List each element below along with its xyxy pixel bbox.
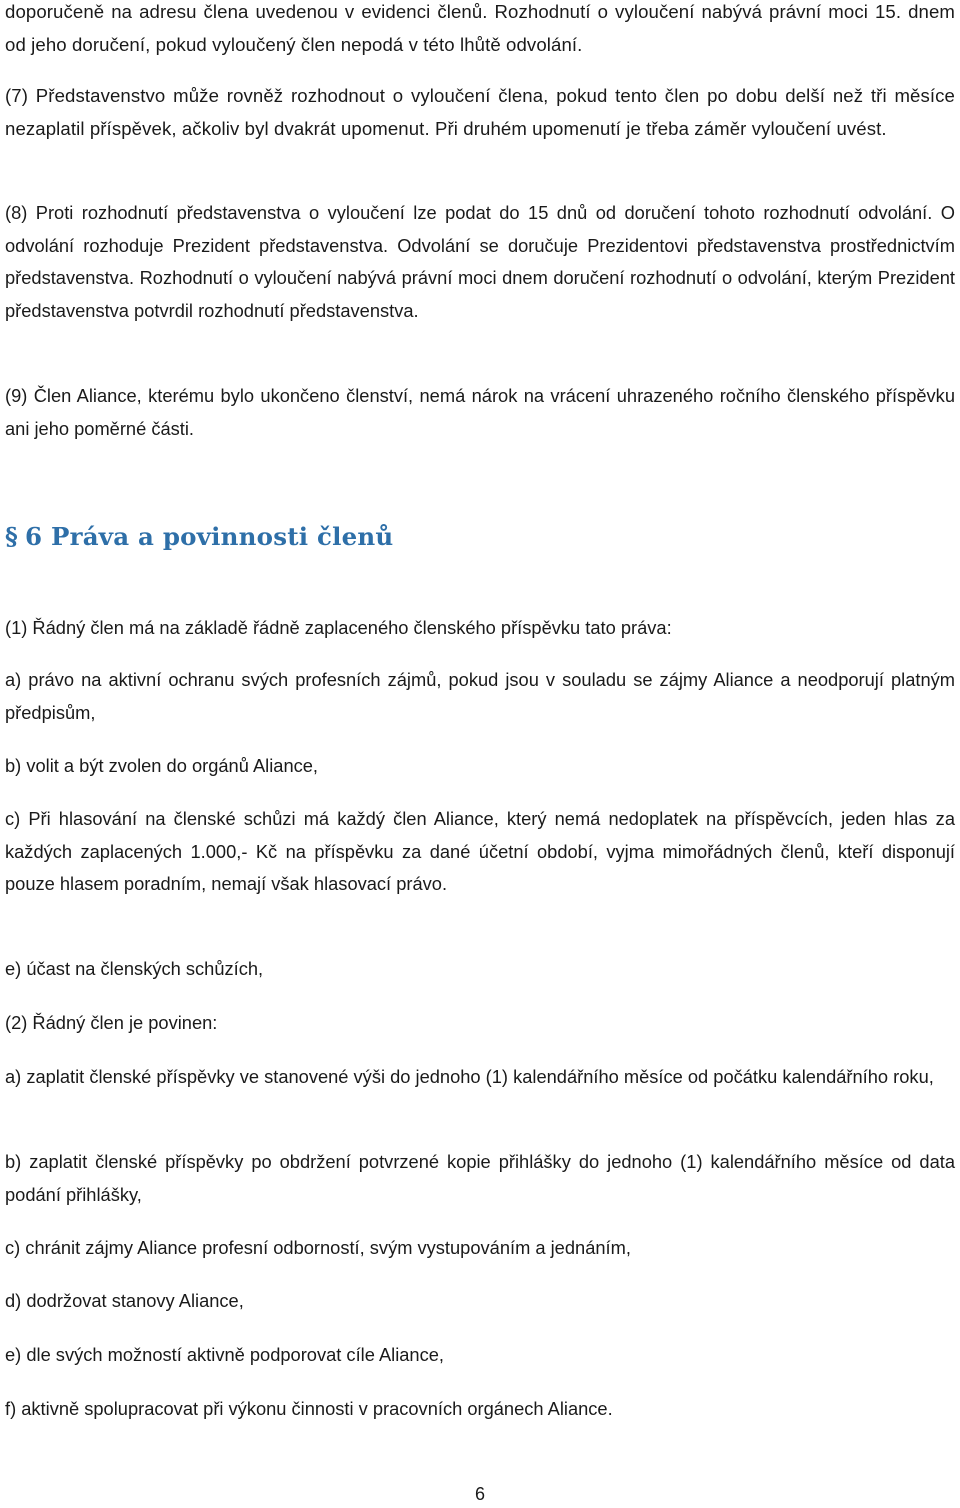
duty-b: b) zaplatit členské příspěvky po obdržení potvrzené kopie přihlášky do jednoho (1) kalendářního měsíce od data podání přihlášky,	[5, 1151, 955, 1205]
duties-intro: (2) Řádný člen je povinen:	[5, 1012, 218, 1033]
paragraph-7: (7) Představenstvo může rovněž rozhodnout o vyloučení člena, pokud tento člen po dobu delší než tři měsíce nezaplatil příspěvek, ačkoliv byl dvakrát upomenut. Při druhém upomenutí je třeba záměr vyloučení uvést.	[5, 85, 955, 139]
right-e: e) účast na členských schůzích,	[5, 958, 264, 979]
section-heading	[5, 522, 393, 551]
paragraph-8: (8) Proti rozhodnutí představenstva o vyloučení lze podat do 15 dnů od doručení tohoto rozhodnutí odvolání. O odvolání rozhoduje Prezident představenstva. Odvolání se doručuje Prezidentovi představenstva prostřednictvím představenstva. Rozhodnutí o vyloučení nabývá právní moci dnem doručení rozhodnutí o odvolání, kterým Prezident představenstva potvrdil rozhodnutí představenstva.	[5, 202, 955, 321]
duty-e: e) dle svých možností aktivně podporovat cíle Aliance,	[5, 1344, 444, 1365]
section-symbol: §	[5, 522, 19, 551]
section-title: 6 Práva a povinnosti členů	[25, 522, 394, 551]
duty-f: f) aktivně spolupracovat při výkonu činnosti v pracovních orgánech Aliance.	[5, 1398, 613, 1419]
paragraph-continuation: doporučeně na adresu člena uvedenou v evidenci členů. Rozhodnutí o vyloučení nabývá právní moci 15. dnem od jeho doručení, pokud vyloučený člen nepodá v této lhůtě odvolání.	[5, 1, 955, 55]
right-a: a) právo na aktivní ochranu svých profesních zájmů, pokud jsou v souladu se zájmy Aliance a neodporují platným předpisům,	[5, 669, 955, 723]
right-c: c) Při hlasování na členské schůzi má každý člen Aliance, který nemá nedoplatek na příspěvcích, jeden hlas za každých zaplacených 1.000,- Kč na příspěvku za dané účetní období, vyjma mimořádných členů, kteří disponují pouze hlasem poradním, nemají však hlasovací právo.	[5, 808, 955, 895]
duty-c: c) chránit zájmy Aliance profesní odborností, svým vystupováním a jednáním,	[5, 1237, 631, 1258]
duty-a: a) zaplatit členské příspěvky ve stanovené výši do jednoho (1) kalendářního měsíce od počátku kalendářního roku,	[5, 1066, 934, 1087]
rights-intro: (1) Řádný člen má na základě řádně zaplaceného členského příspěvku tato práva:	[5, 617, 672, 638]
duty-d: d) dodržovat stanovy Aliance,	[5, 1290, 244, 1311]
page-number: 6	[474, 1484, 485, 1504]
paragraph-9: (9) Člen Aliance, kterému bylo ukončeno členství, nemá nárok na vrácení uhrazeného ročního členského příspěvku ani jeho poměrné části.	[5, 385, 955, 439]
right-b: b) volit a být zvolen do orgánů Aliance,	[5, 755, 319, 776]
